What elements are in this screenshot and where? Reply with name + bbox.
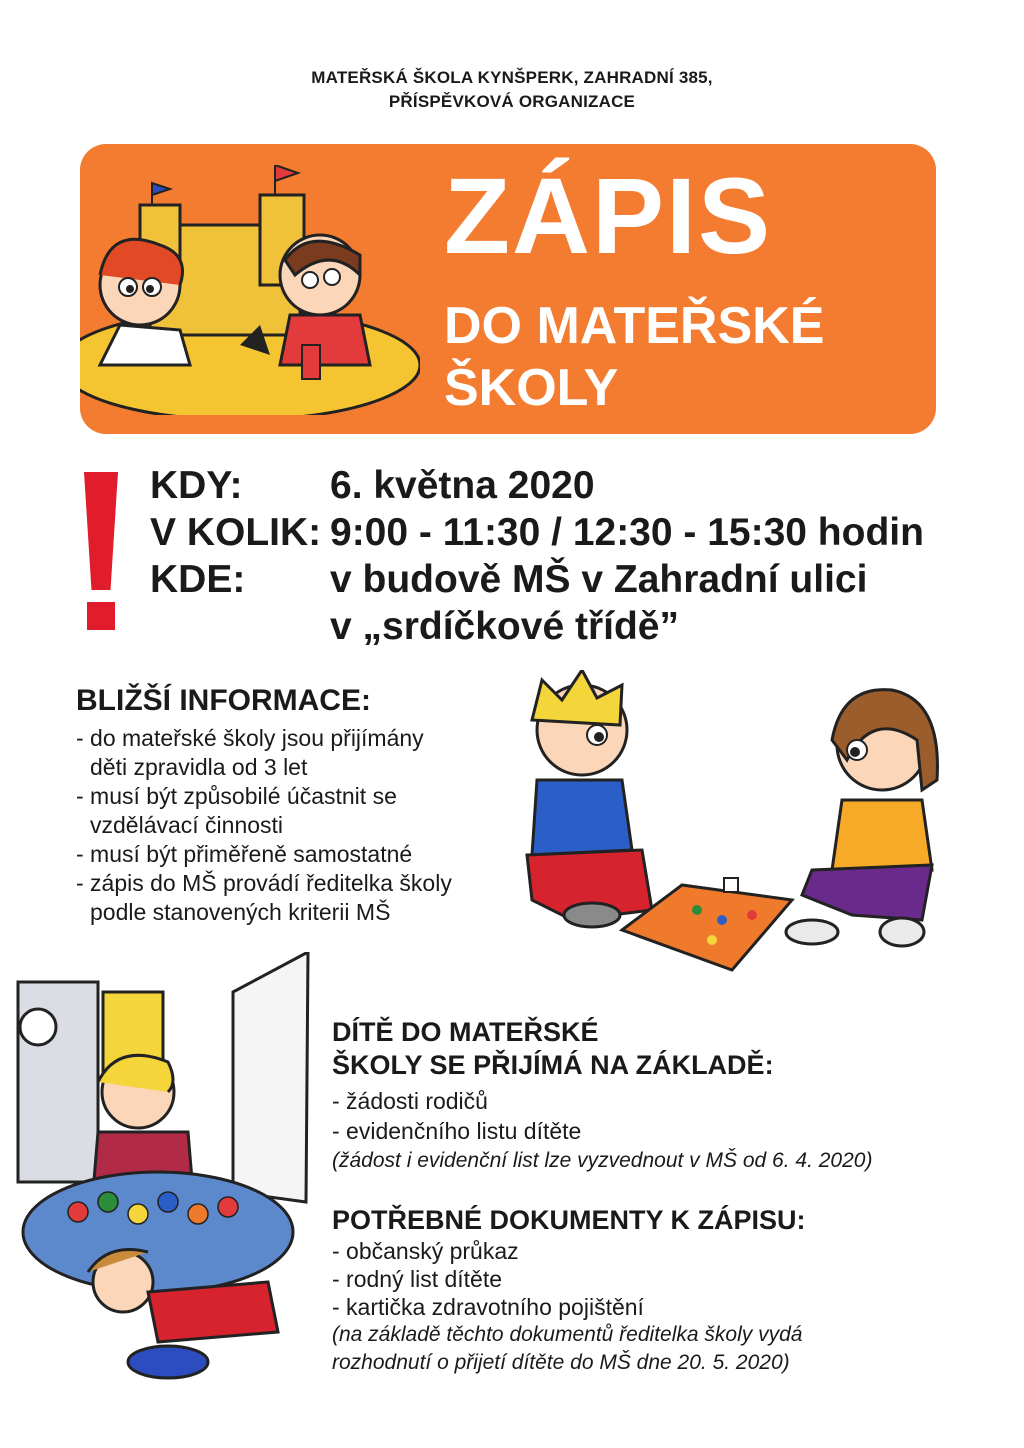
list-item: - rodný list dítěte	[332, 1266, 503, 1292]
banner-subtitle-line1: DO MATEŘSKÉ	[444, 297, 825, 355]
children-boardgame-illustration	[512, 670, 962, 980]
time-value: 9:00 - 11:30 / 12:30 - 15:30 hodin	[330, 511, 924, 554]
list-item: - musí být způsobilé účastnit se	[76, 783, 397, 809]
time-label: V KOLIK:	[150, 511, 322, 554]
admission-basis-title	[332, 1016, 774, 1082]
documents-note-line1: (na základě těchto dokumentů ředitelka školy vydá	[332, 1323, 803, 1346]
exclamation-icon	[84, 472, 118, 590]
info-list	[76, 724, 452, 927]
org-name-line1: MATEŘSKÁ ŠKOLA KYNŠPERK, ZAHRADNÍ 385,	[311, 68, 713, 87]
when-label: KDY:	[150, 464, 243, 507]
admission-note: (žádost i evidenční list lze vyzvednout v MŠ od 6. 4. 2020)	[332, 1149, 873, 1172]
list-item: děti zpravidla od 3 let	[90, 754, 308, 780]
exclamation-dot-icon	[87, 602, 115, 630]
list-item: - kartička zdravotního pojištění	[332, 1294, 644, 1320]
admission-basis-title-line1: DÍTĚ DO MATEŘSKÉ	[332, 1017, 599, 1047]
enrollment-banner	[80, 144, 936, 434]
admission-basis-title-line2: ŠKOLY SE PŘIJÍMÁ NA ZÁKLADĚ:	[332, 1050, 774, 1080]
when-value: 6. května 2020	[330, 464, 595, 507]
list-item: vzdělávací činnosti	[90, 812, 284, 838]
children-ballpit-illustration	[8, 952, 328, 1402]
list-item: podle stanovených kriterii MŠ	[90, 899, 391, 925]
required-documents-title: POTŘEBNÉ DOKUMENTY K ZÁPISU:	[332, 1205, 806, 1235]
list-item: - žádosti rodičů	[332, 1088, 488, 1114]
banner-title: ZÁPIS	[444, 155, 773, 276]
info-title: BLIŽŠÍ INFORMACE:	[76, 684, 371, 717]
list-item: - zápis do MŠ provádí ředitelka školy	[76, 870, 452, 896]
list-item: - evidenčního listu dítěte	[332, 1118, 582, 1144]
where-label: KDE:	[150, 558, 246, 601]
list-item: - občanský průkaz	[332, 1238, 519, 1264]
organization-header	[0, 66, 1024, 114]
list-item: - musí být přiměřeně samostatné	[76, 841, 413, 867]
where-value: v budově MŠ v Zahradní ulici	[330, 558, 868, 601]
required-documents-list	[332, 1237, 802, 1377]
admission-basis-list	[332, 1086, 872, 1176]
list-item: - do mateřské školy jsou přijímány	[76, 725, 424, 751]
documents-note-line2: rozhodnutí o přijetí dítěte do MŠ dne 20. 5. 2020)	[332, 1351, 790, 1374]
where-value-2: v „srdíčkové třídě”	[330, 605, 679, 648]
org-name-line2: PŘÍSPĚVKOVÁ ORGANIZACE	[388, 92, 636, 111]
sandcastle-illustration	[80, 165, 420, 415]
banner-subtitle-line2: ŠKOLY	[444, 359, 619, 417]
